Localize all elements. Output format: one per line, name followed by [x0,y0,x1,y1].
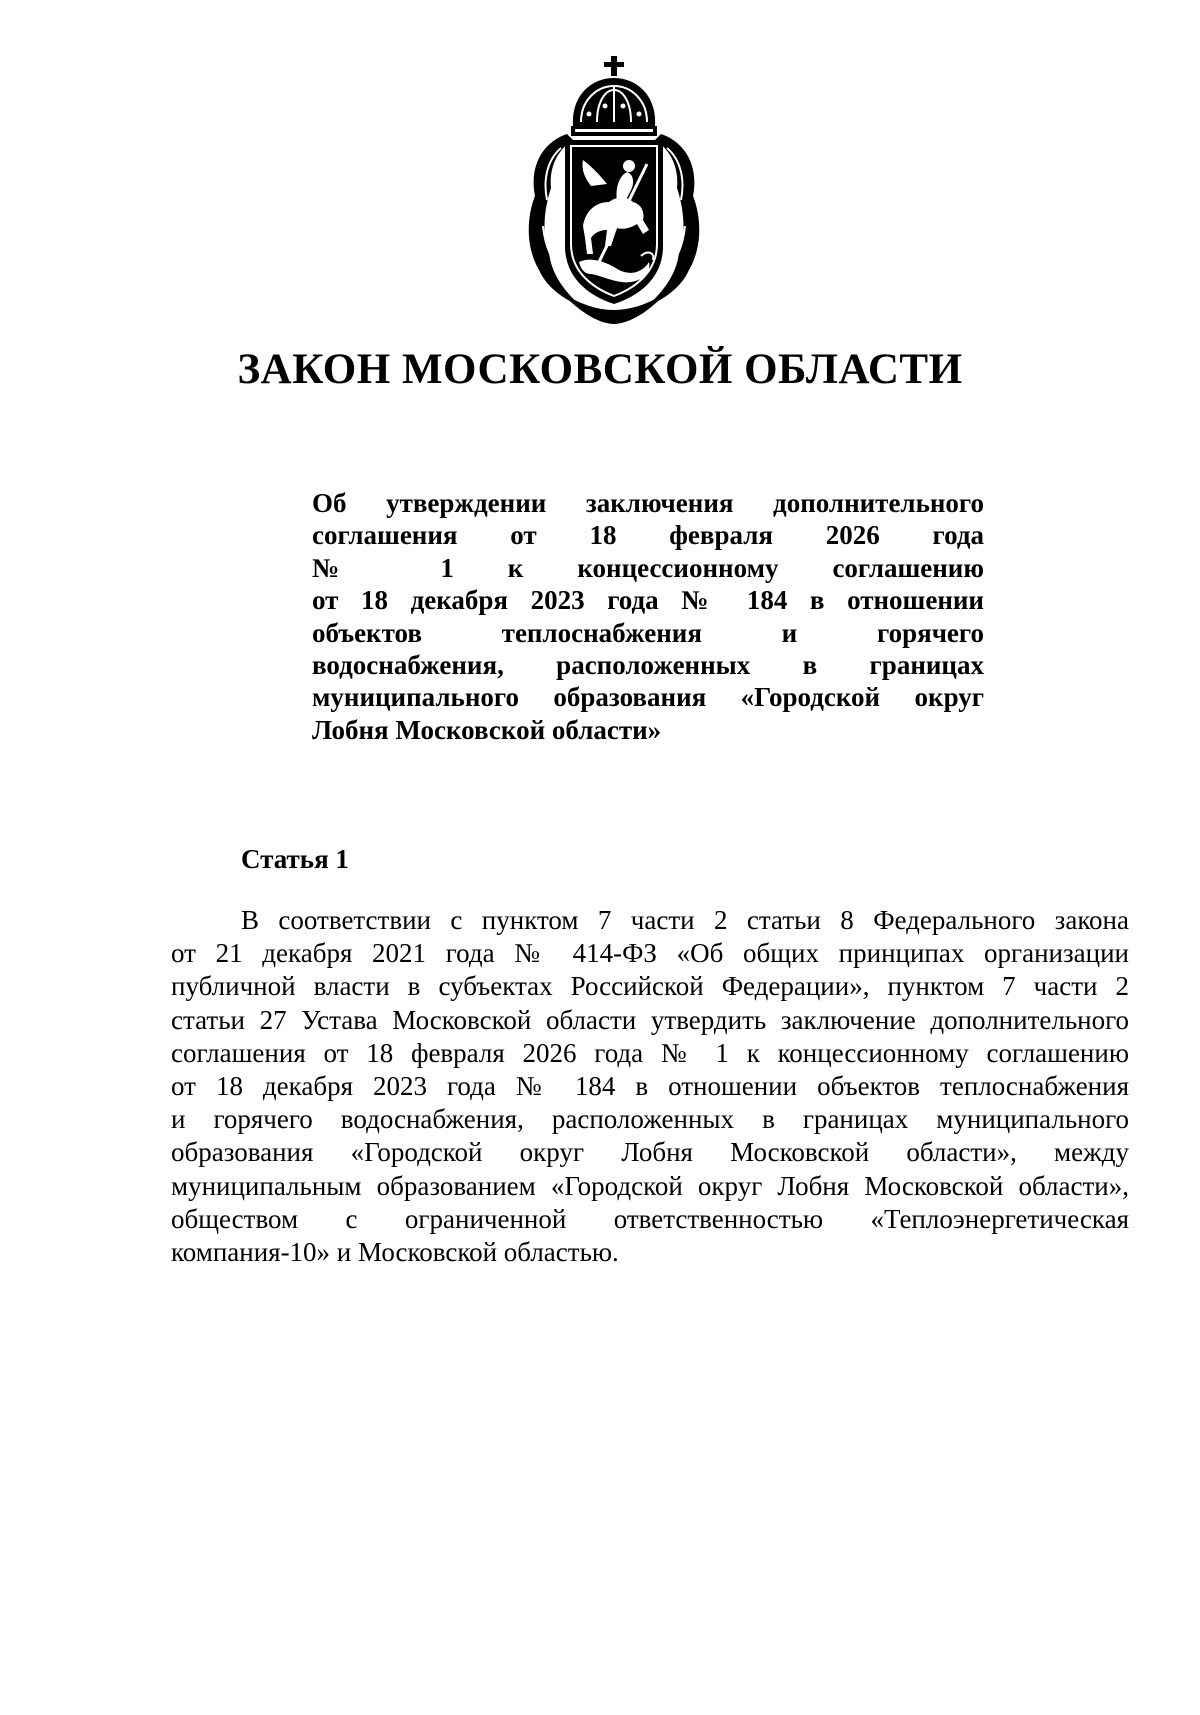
law-subject-line: водоснабжения, расположенных в границах [312,649,984,680]
article-body-line: и горячего водоснабжения, расположенных в границах муниципального [171,1104,1129,1135]
law-subject-line: объектов теплоснабжения и горячего [312,617,984,648]
law-subject-line: от 18 декабря 2023 года № 184 в отношении [312,585,984,616]
article-body [171,904,1129,1269]
article-body-line: компания-10» и Московской областью. [171,1236,619,1267]
article-body-line: обществом с ограниченной ответственностью «Теплоэнергетическая [171,1203,1129,1234]
article-body-line: статьи 27 Устава Московской области утвердить заключение дополнительного [171,1004,1129,1035]
article-body-line: соглашения от 18 февраля 2026 года № 1 к концессионному соглашению [171,1037,1129,1068]
law-subject-line: муниципального образования «Городской округ [312,682,984,713]
article-body-line: муниципальным образованием «Городской округ Лобня Московской области», [171,1170,1129,1201]
law-subject [312,487,984,746]
article-body-line: от 21 декабря 2021 года № 414-ФЗ «Об общих принципах организации [171,938,1129,969]
article-body-line: образования «Городской округ Лобня Московской области», между [171,1137,1129,1168]
article-body-line: В соответствии с пунктом 7 части 2 статьи 8 Федерального закона [241,905,1129,935]
law-subject-line: № 1 к концессионному соглашению [312,552,984,583]
article-body-line: от 18 декабря 2023 года № 184 в отношении объектов теплоснабжения [171,1070,1129,1101]
law-subject-line: соглашения от 18 февраля 2026 года [312,520,984,551]
moscow-oblast-coat-of-arms-icon [521,56,707,324]
document-title: ЗАКОН МОСКОВСКОЙ ОБЛАСТИ [237,346,963,393]
law-subject-line: Лобня Московской области» [312,714,662,745]
law-subject-line: Об утверждении заключения дополнительного [312,488,984,518]
article-heading: Статья 1 [241,844,349,874]
article-body-line: публичной власти в субъектах Российской Федерации», пунктом 7 части 2 [171,971,1129,1002]
